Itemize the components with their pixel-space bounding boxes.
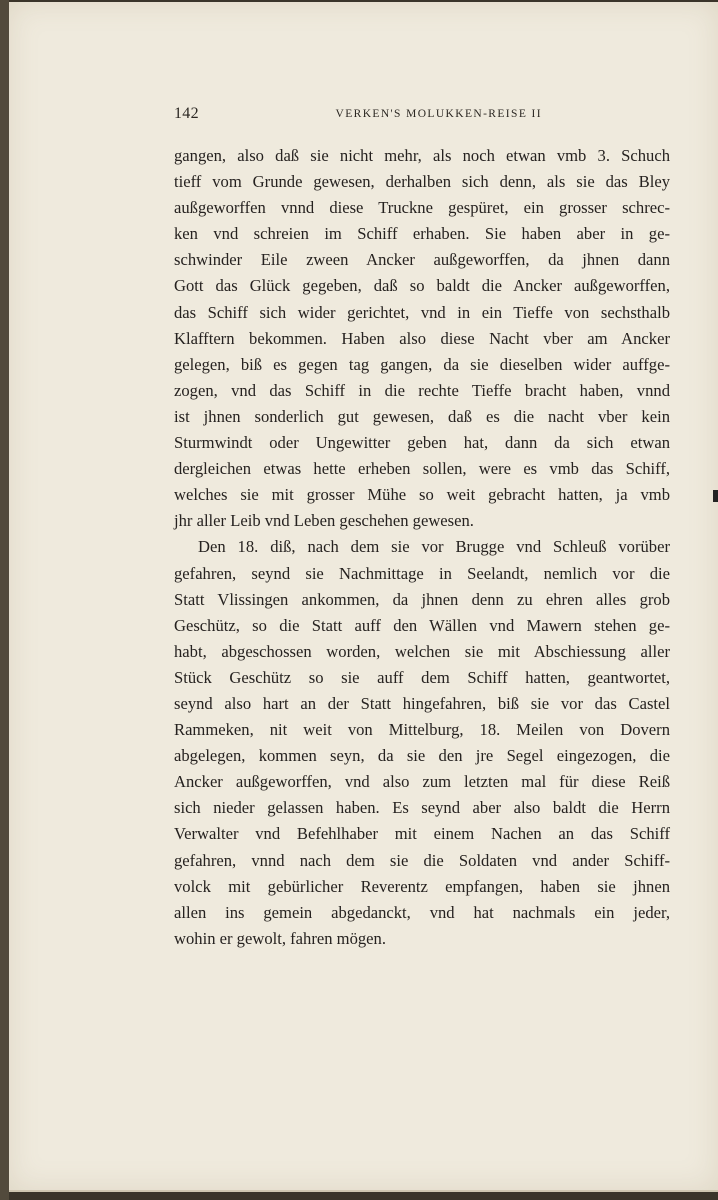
- running-title: VERKEN'S MOLUKKEN-REISE II: [335, 108, 542, 120]
- text-line: Gott das Glück gegeben, daß so baldt die Ancker außgeworffen,: [174, 276, 670, 296]
- text-line: Sturmwindt oder Ungewitter geben hat, dann da sich etwan: [174, 433, 670, 453]
- text-line: Statt Vlissingen ankommen, da jhnen denn zu ehren alles grob: [174, 589, 670, 609]
- text-line: Geschütz, so die Statt auff den Wällen vnd Mawern stehen ge-: [174, 615, 670, 635]
- page-number: 142: [174, 105, 199, 122]
- body-text: [174, 143, 670, 952]
- text-line: Stück Geschütz so sie auff dem Schiff hatten, geantwortet,: [174, 667, 670, 687]
- text-line: seynd also hart an der Statt hingefahren, biß sie vor das Castel: [174, 693, 670, 713]
- binding-edge: [0, 0, 9, 1200]
- paragraph-2: [174, 534, 670, 952]
- text-line: tieff vom Grunde gewesen, derhalben sich denn, als sie das Bley: [174, 172, 670, 192]
- text-line: ist jhnen sonderlich gut gewesen, daß es die nacht vber kein: [174, 406, 670, 426]
- text-line: abgelegen, kommen seyn, da sie den jre Segel eingezogen, die: [174, 746, 670, 766]
- paragraph-1: [174, 143, 670, 534]
- text-line: sich nieder gelassen haben. Es seynd aber also baldt die Herrn: [174, 798, 670, 818]
- text-line: jhr aller Leib vnd Leben geschehen gewesen.: [174, 511, 474, 531]
- page-header: [174, 105, 542, 125]
- text-line: wohin er gewolt, fahren mögen.: [174, 928, 386, 948]
- page-edge-marker: [713, 490, 718, 502]
- text-line: außgeworffen vnnd diese Truckne gespüret, ein grosser schrec-: [174, 198, 670, 218]
- text-line: gefahren, seynd sie Nachmittage in Seelandt, nemlich vor die: [174, 563, 670, 583]
- text-line: volck mit gebürlicher Reverentz empfangen, haben sie jhnen: [174, 876, 670, 896]
- text-line: Rammeken, nit weit von Mittelburg, 18. Meilen von Dovern: [174, 720, 670, 740]
- text-line: ken vnd schreien im Schiff erhaben. Sie haben aber in ge-: [174, 224, 670, 244]
- text-line: Verwalter vnd Befehlhaber mit einem Nachen an das Schiff: [174, 824, 670, 844]
- text-line: Klafftern bekommen. Haben also diese Nacht vber am Ancker: [174, 328, 670, 348]
- text-line: gangen, also daß sie nicht mehr, als noch etwan vmb 3. Schuch: [174, 146, 670, 165]
- text-line: Ancker außgeworffen, vnd also zum letzten mal für diese Reiß: [174, 772, 670, 792]
- text-line: schwinder Eile zween Ancker außgeworffen, da jhnen dann: [174, 250, 670, 270]
- text-line: welches sie mit grosser Mühe so weit gebracht hatten, ja vmb: [174, 485, 670, 505]
- text-line: habt, abgeschossen worden, welchen sie mit Abschiessung aller: [174, 641, 670, 661]
- text-line: gelegen, biß es gegen tag gangen, da sie dieselben wider auffge-: [174, 354, 670, 374]
- text-line: zogen, vnd das Schiff in die rechte Tieffe bracht haben, vnnd: [174, 380, 670, 400]
- text-line: allen ins gemein abgedanckt, vnd hat nachmals ein jeder,: [174, 902, 670, 922]
- text-line: dergleichen etwas hette erheben sollen, were es vmb das Schiff,: [174, 459, 670, 479]
- text-line: gefahren, vnnd nach dem sie die Soldaten vnd ander Schiff-: [174, 850, 670, 870]
- text-line: das Schiff sich wider gerichtet, vnd in ein Tieffe von sechsthalb: [174, 302, 670, 322]
- text-line: Den 18. diß, nach dem sie vor Brugge vnd Schleuß vorüber: [198, 537, 670, 557]
